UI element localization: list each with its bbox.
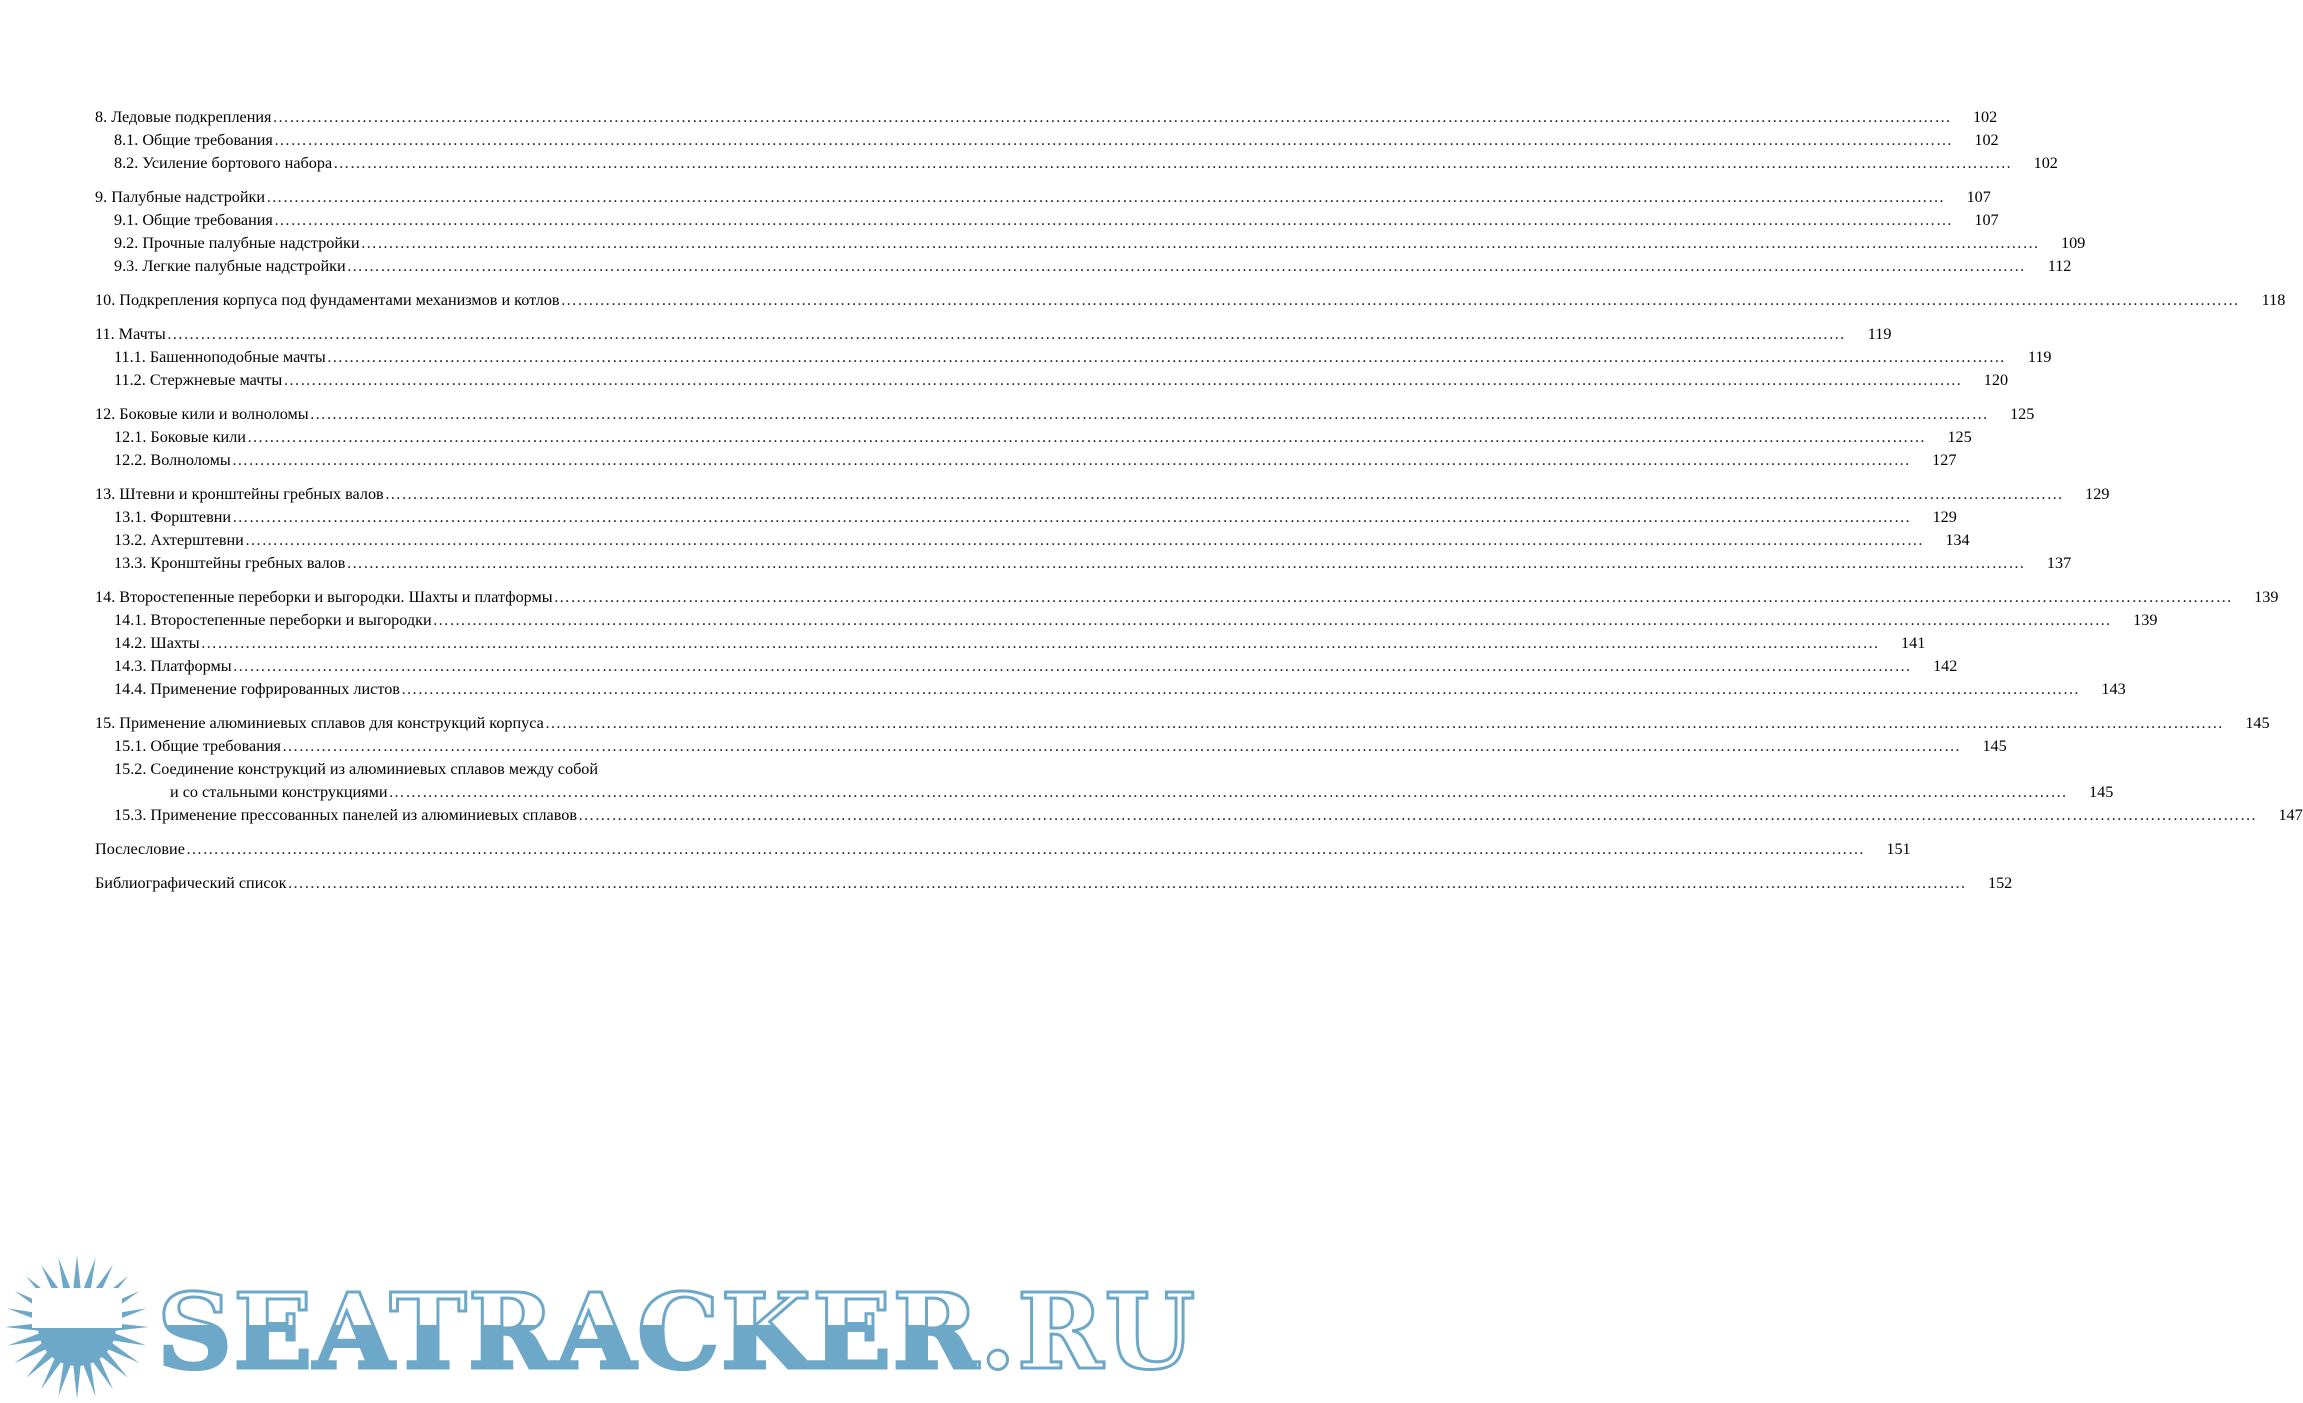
toc-entry (95, 232, 2086, 255)
toc-leader-dots (385, 483, 2064, 506)
toc-entry (95, 129, 1999, 152)
toc-entry-title: 14. Второстепенные переборки и выгородки. Шахты и платформы (95, 588, 553, 606)
toc-entry-page: 145 (2245, 714, 2270, 732)
toc-entry (95, 369, 2009, 392)
toc-entry-page: 145 (1982, 737, 2007, 755)
toc-entry-page: 139 (2133, 611, 2158, 629)
sun-icon (2, 1252, 152, 1402)
toc-entry-title: 9. Палубные надстройки (95, 188, 266, 206)
toc-entry-page: 129 (1932, 508, 1957, 526)
toc-entry (95, 735, 2007, 758)
sun-ray (7, 1332, 43, 1345)
sun-ray (58, 1361, 71, 1397)
toc-entry-page: 152 (1987, 874, 2013, 892)
section-gap (95, 175, 889, 186)
section-gap (95, 392, 889, 403)
toc-entry (95, 804, 2303, 827)
toc-entry-page: 134 (1945, 531, 1970, 549)
toc-leader-dots (346, 552, 2025, 575)
toc-entry-title: 15. Применение алюминиевых сплавов для конструкций корпуса (95, 714, 544, 732)
toc-leader-dots (347, 255, 2026, 278)
toc-entry: 15.2. Соединение конструкций из алюминиевых сплавов между собой (114, 760, 599, 778)
toc-entry-page: 120 (1983, 371, 2009, 389)
table-of-contents (95, 106, 2303, 895)
toc-entry (95, 712, 2270, 735)
section-gap (95, 575, 889, 586)
toc-leader-dots (247, 426, 1926, 449)
toc-entry (95, 209, 1999, 232)
toc-entry-title: 9.3. Легкие палубные надстройки (114, 257, 346, 275)
toc-leader-dots (245, 529, 1924, 552)
watermark-logo: SEATRACKER.RU (157, 1270, 1197, 1393)
toc-entry (95, 609, 2158, 632)
toc-entry (95, 346, 2052, 369)
toc-entry (95, 289, 2286, 312)
toc-leader-dots (310, 403, 1989, 426)
toc-entry (95, 838, 1911, 861)
toc-entry-title: 13. Штевни и кронштейны гребных валов (95, 485, 384, 503)
toc-entry (95, 449, 1957, 472)
section-gap (95, 472, 889, 483)
toc-entry-title: 11.2. Стержневые мачты (114, 371, 283, 389)
toc-entry-page: 102 (1972, 108, 1998, 126)
toc-entry (95, 678, 2126, 701)
toc-leader-dots (327, 346, 2006, 369)
toc-entry (95, 506, 1957, 529)
toc-entry (95, 552, 2072, 575)
toc-entry-page: 119 (1867, 325, 1892, 343)
toc-entry-title: 10. Подкрепления корпуса под фундаментами механизмов и котлов (95, 291, 560, 309)
toc-leader-dots (233, 655, 1912, 678)
toc-entry-title: Библиографический список (95, 874, 287, 892)
section-gap (95, 827, 889, 838)
toc-entry (95, 106, 1998, 129)
toc-entry-title: 13.3. Кронштейны гребных валов (114, 554, 346, 572)
toc-entry-page: 102 (2033, 154, 2058, 172)
toc-leader-dots (283, 369, 1962, 392)
toc-leader-dots (433, 609, 2112, 632)
toc-entry-title: Послесловие (95, 840, 185, 858)
toc-entry-page: 125 (1947, 428, 1972, 446)
toc-entry-title: 13.2. Ахтерштевни (114, 531, 244, 549)
toc-entry-page: 107 (1974, 211, 1999, 229)
toc-leader-dots (232, 506, 1911, 529)
toc-leader-dots (545, 712, 2224, 735)
toc-leader-dots (232, 449, 1911, 472)
toc-entry-page: 102 (1974, 131, 1999, 149)
toc-entry (95, 186, 1991, 209)
section-gap (95, 312, 889, 323)
toc-entry (95, 426, 1972, 449)
toc-leader-dots (389, 781, 2068, 804)
sun-ray (82, 1361, 95, 1397)
toc-entry (95, 323, 1892, 346)
toc-leader-dots (361, 232, 2040, 255)
toc-leader-dots (266, 186, 1945, 209)
toc-entry (95, 529, 1970, 552)
toc-entry-page: 145 (2089, 783, 2114, 801)
toc-entry-page: 142 (1933, 657, 1958, 675)
toc-entry-page: 137 (2046, 554, 2072, 572)
toc-entry (95, 152, 2058, 175)
toc-leader-dots (274, 129, 1953, 152)
toc-entry (95, 872, 2013, 895)
toc-entry-title: и со стальными конструкциями (170, 783, 388, 801)
toc-leader-dots (186, 838, 1865, 861)
toc-entry (95, 632, 1926, 655)
toc-entry-page: 141 (1901, 634, 1926, 652)
sun-ray (73, 1363, 81, 1399)
toc-entry-title: 15.1. Общие требования (114, 737, 281, 755)
toc-leader-dots (333, 152, 2012, 175)
toc-entry-title: 12. Боковые кили и волноломы (95, 405, 309, 423)
toc-entry-title: 11.1. Башенноподобные мачты (114, 348, 326, 366)
toc-entry-page: 147 (2278, 806, 2303, 824)
toc-entry-page: 143 (2101, 680, 2126, 698)
toc-leader-dots (561, 289, 2240, 312)
toc-entry-page: 109 (2061, 234, 2086, 252)
toc-entry-title: 15.3. Применение прессованных панелей из алюминиевых сплавов (114, 806, 577, 824)
toc-leader-dots (288, 872, 1967, 895)
toc-entry-page: 151 (1886, 840, 1911, 858)
toc-entry-title: 14.4. Применение гофрированных листов (114, 680, 400, 698)
toc-entry-page: 118 (2261, 291, 2286, 309)
toc-entry (95, 403, 2035, 426)
toc-entry (95, 655, 1958, 678)
toc-entry-title: 9.1. Общие требования (114, 211, 273, 229)
toc-entry-title: 14.2. Шахты (114, 634, 200, 652)
toc-leader-dots (578, 804, 2257, 827)
toc-entry-title: 12.1. Боковые кили (114, 428, 246, 446)
section-gap (95, 701, 889, 712)
toc-entry-title: 11. Мачты (95, 325, 166, 343)
toc-entry-title: 14.3. Платформы (114, 657, 232, 675)
toc-leader-dots (274, 209, 1953, 232)
toc-entry (95, 483, 2110, 506)
toc-entry-page: 129 (2085, 485, 2110, 503)
toc-entry-page: 127 (1932, 451, 1957, 469)
toc-entry-page: 139 (2254, 588, 2279, 606)
sun-ray (111, 1332, 147, 1345)
toc-entry-title: 13.1. Форштевни (114, 508, 232, 526)
toc-leader-dots (554, 586, 2233, 609)
toc-leader-dots (272, 106, 1951, 129)
toc-entry (95, 586, 2279, 609)
toc-entry-page: 112 (2047, 257, 2072, 275)
toc-entry-title: 12.2. Волноломы (114, 451, 231, 469)
toc-entry (95, 781, 2114, 804)
toc-leader-dots (201, 632, 1880, 655)
toc-leader-dots (401, 678, 2080, 701)
toc-entry-title: 9.2. Прочные палубные надстройки (114, 234, 360, 252)
toc-entry (95, 255, 2072, 278)
toc-entry-title: 8.2. Усиление бортового набора (114, 154, 333, 172)
toc-entry-title: 8.1. Общие требования (114, 131, 273, 149)
sun-ray (73, 1255, 81, 1291)
toc-entry-page: 107 (1966, 188, 1991, 206)
toc-leader-dots (167, 323, 1846, 346)
section-gap (95, 278, 889, 289)
toc-entry-title: 14.1. Второстепенные переборки и выгородки (114, 611, 432, 629)
toc-entry-title: 8. Ледовые подкрепления (95, 108, 272, 126)
toc-entry-page: 119 (2027, 348, 2052, 366)
toc-entry-page: 125 (2010, 405, 2035, 423)
section-gap (95, 861, 889, 872)
toc-leader-dots (282, 735, 1961, 758)
